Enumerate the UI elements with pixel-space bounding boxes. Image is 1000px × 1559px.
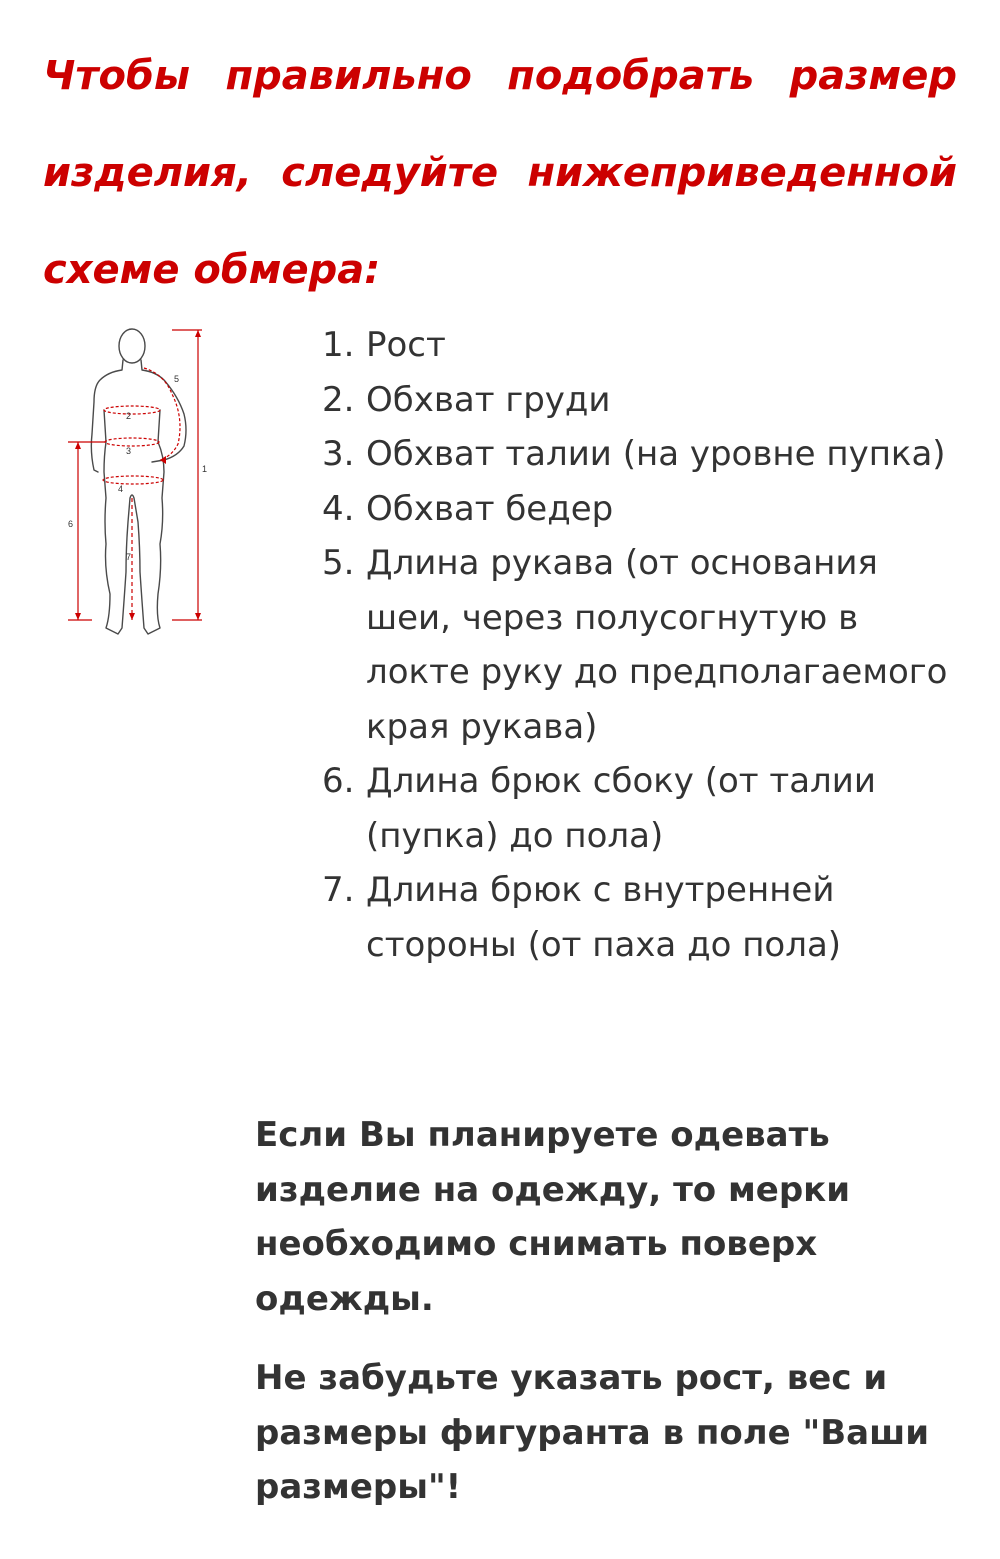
- list-item: [322, 427, 962, 482]
- measurement-diagram: [60, 322, 220, 644]
- page-heading: Чтобы правильно подобрать размер изделия, следуйте нижеприведенной схеме обмера:: [43, 53, 957, 293]
- list-item-number: 7.: [322, 870, 355, 910]
- reminder-note: Не забудьте указать рост, вес и размеры фигуранта в поле "Ваши размеры"!: [255, 1358, 930, 1507]
- body-outline-figure: [60, 322, 220, 644]
- label-4: 4: [118, 484, 124, 494]
- list-item: [322, 373, 962, 428]
- list-item-number: 6.: [322, 761, 355, 801]
- list-item-number: 2.: [322, 379, 355, 420]
- label-3: 3: [126, 446, 132, 456]
- label-1: 1: [202, 464, 208, 474]
- list-item-text: Длина брюк сбоку (от талии (пупка) до пола): [366, 761, 876, 856]
- label-7: 7: [126, 552, 132, 562]
- list-item: [322, 754, 962, 863]
- list-item-number: 1.: [322, 325, 355, 365]
- list-item-text: Рост: [366, 325, 446, 365]
- list-item-text: Обхват бедер: [366, 488, 614, 529]
- list-item: [322, 536, 962, 754]
- list-item-text: Длина рукава (от основания шеи, через полусогнутую в локте руку до предполагаемого края рукава): [366, 543, 948, 747]
- clothing-note: Если Вы планируете одевать изделие на одежду, то мерки необходимо снимать поверх одежды.: [255, 1115, 851, 1319]
- list-item-number: 5.: [322, 543, 355, 583]
- list-item-text: Длина брюк с внутренней стороны (от паха до пола): [366, 870, 842, 965]
- list-item-text: Обхват талии (на уровне пупка): [366, 434, 946, 474]
- list-item: [322, 318, 962, 373]
- list-item: [322, 482, 962, 537]
- label-5: 5: [174, 374, 180, 384]
- list-item: [322, 863, 962, 972]
- list-item-text: Обхват груди: [366, 379, 611, 420]
- list-item-number: 3.: [322, 434, 355, 474]
- label-2: 2: [126, 411, 132, 421]
- label-6: 6: [68, 519, 74, 529]
- list-item-number: 4.: [322, 488, 355, 529]
- measurement-steps-list: [322, 318, 962, 972]
